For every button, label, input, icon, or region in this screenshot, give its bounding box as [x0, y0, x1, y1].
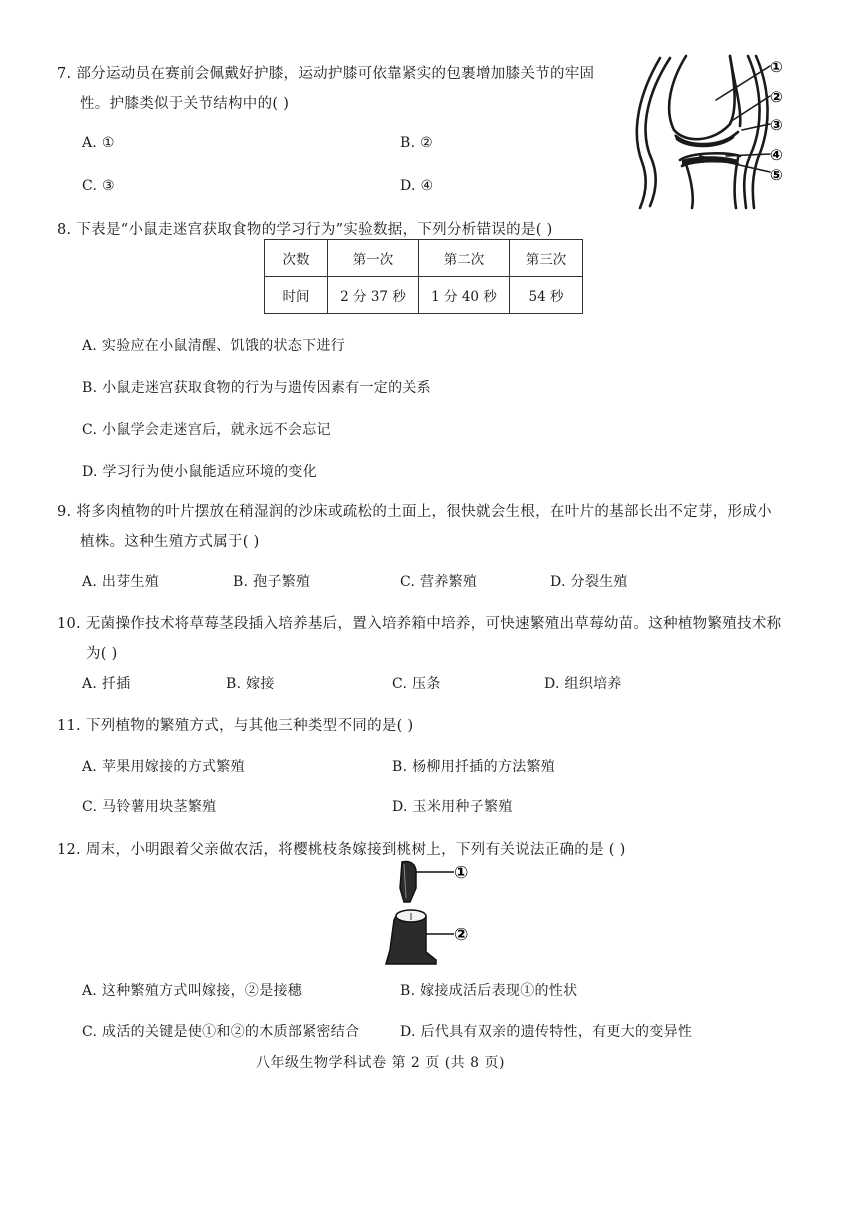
q10-option-a: A. 扦插 [82, 676, 131, 692]
q10-option-c: C. 压条 [392, 676, 441, 692]
q12-stem: 12. 周末，小明跟着父亲做农活，将樱桃枝条嫁接到桃树上，下列有关说法正确的是 ( ) [57, 842, 626, 858]
q8-option-d: D. 学习行为使小鼠能适应环境的变化 [82, 464, 318, 480]
q7-stem-line2: 性。护膝类似于关节结构中的( ) [80, 96, 290, 112]
table-cell: 54 秒 [510, 277, 583, 314]
diagram-label-4: ④ [770, 146, 783, 164]
q9-stem-line2: 植株。这种生殖方式属于( ) [80, 534, 260, 550]
q9-option-b: B. 孢子繁殖 [233, 574, 311, 590]
diagram-label-3: ③ [770, 116, 783, 134]
table-cell: 2 分 37 秒 [328, 277, 419, 314]
q10-option-b: B. 嫁接 [226, 676, 275, 692]
q9-option-d: D. 分裂生殖 [550, 574, 628, 590]
q7-stem-line1: 7. 部分运动员在赛前会佩戴好护膝，运动护膝可依靠紧实的包裹增加膝关节的牢固 [57, 66, 595, 82]
diagram-label-1: ① [770, 58, 783, 76]
table-cell: 第三次 [510, 240, 583, 277]
q9-option-c: C. 营养繁殖 [400, 574, 478, 590]
q12-option-d: D. 后代具有双亲的遗传特性，有更大的变异性 [400, 1024, 693, 1040]
q10-stem-line1: 10. 无菌操作技术将草莓茎段插入培养基后，置入培养箱中培养，可快速繁殖出草莓幼苗。这种植物繁殖技术称 [57, 616, 782, 632]
knee-joint-diagram [630, 52, 800, 210]
q8-option-a: A. 实验应在小鼠清醒、饥饿的状态下进行 [82, 338, 346, 354]
q11-stem: 11. 下列植物的繁殖方式，与其他三种类型不同的是( ) [57, 718, 414, 734]
table-cell: 1 分 40 秒 [419, 277, 510, 314]
grafting-diagram [380, 858, 480, 968]
q7-option-c: C. ③ [82, 178, 115, 194]
graft-label-2: ② [454, 925, 469, 945]
q11-option-c: C. 马铃薯用块茎繁殖 [82, 799, 217, 815]
q7-option-a: A. ① [82, 135, 115, 151]
diagram-label-2: ② [770, 88, 783, 106]
q9-option-a: A. 出芽生殖 [82, 574, 160, 590]
q9-stem-line1: 9. 将多肉植物的叶片摆放在稍湿润的沙床或疏松的土面上，很快就会生根，在叶片的基部长出不定芽，形成小 [57, 504, 772, 520]
table-row [265, 240, 583, 277]
q12-option-a: A. 这种繁殖方式叫嫁接，②是接穗 [82, 983, 303, 999]
table-cell: 第二次 [419, 240, 510, 277]
experiment-data-table [264, 239, 583, 314]
q11-option-d: D. 玉米用种子繁殖 [392, 799, 513, 815]
diagram-label-5: ⑤ [770, 166, 783, 184]
q10-stem-line2: 为( ) [86, 646, 118, 662]
table-cell: 次数 [265, 240, 328, 277]
q7-option-d: D. ④ [400, 178, 434, 194]
table-cell: 第一次 [328, 240, 419, 277]
q8-stem: 8. 下表是“小鼠走迷宫获取食物的学习行为”实验数据，下列分析错误的是( ) [57, 222, 553, 238]
q11-option-a: A. 苹果用嫁接的方式繁殖 [82, 759, 245, 775]
q11-option-b: B. 杨柳用扦插的方法繁殖 [392, 759, 556, 775]
q8-option-c: C. 小鼠学会走迷宫后，就永远不会忘记 [82, 422, 331, 438]
q7-option-b: B. ② [400, 135, 433, 151]
table-row [265, 277, 583, 314]
q10-option-d: D. 组织培养 [544, 676, 622, 692]
table-cell: 时间 [265, 277, 328, 314]
q12-option-c: C. 成活的关键是使①和②的木质部紧密结合 [82, 1024, 360, 1040]
graft-label-1: ① [454, 863, 469, 883]
q12-option-b: B. 嫁接成活后表现①的性状 [400, 983, 578, 999]
q8-option-b: B. 小鼠走迷宫获取食物的行为与遗传因素有一定的关系 [82, 380, 431, 396]
page-footer: 八年级生物学科试卷 第 2 页 (共 8 页) [256, 1055, 505, 1071]
